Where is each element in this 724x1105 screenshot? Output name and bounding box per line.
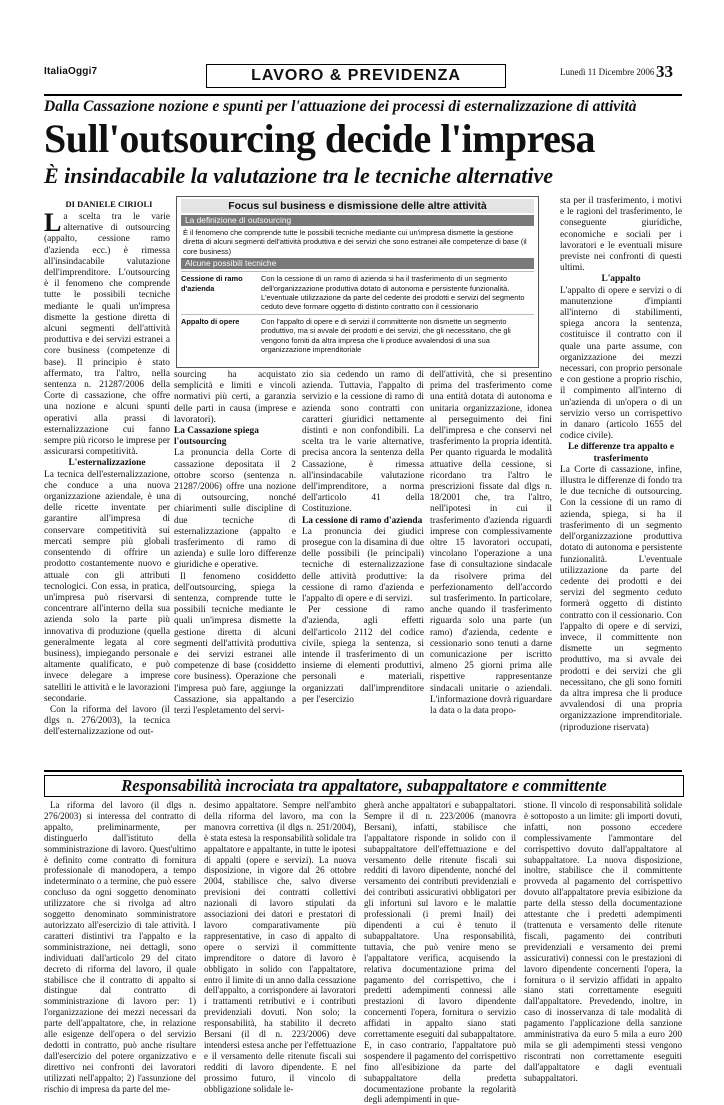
lower-column-4-text: stione. Il vincolo di responsabilità solidale è sottoposto a un limite: gli importi dovuti, infatti, non possono eccedere complessivamente l'ammontare del corrispettivo dovuto dall'appaltatore al subappaltatore. La nuova disposizione, inoltre, stabilisce che il committente provveda al pagamento del corrispettivo dovuto all'appaltatore previa esibizione da parte della stesso della documentazione attestante che i predetti adempimenti (trattenuta e versamento delle ritenute fiscali, pagamento dei contributi previdenziali e versamento dei premi assicurativi) connessi con le prestazioni di lavoro dipendente concernenti l'opera, la fornitura o il servizio affidati in appalto siano stati correttamente eseguiti dall'appaltatore. Prevedendo, inoltre, in caso di inosservanza di tale modalità di pagamento l'applicazione della sanzione amministrativa da euro 5 mila a euro 200 mila se gli adempimenti stessi vengono riscontrati non correttamente eseguiti dall'appaltatore e dagli eventuali subappaltatori.: [524, 800, 682, 1083]
technique-row: [181, 314, 534, 355]
subheading-cassazione: La Cassazione spiega l'outsourcing: [174, 426, 259, 448]
column-2-text-3: Il fenomeno cosiddetto dell'outsourcing, spiega la sentenza, comprende tutte le possibili tecniche mediante le quali un'impresa dismette la gestione diretta di alcuni segmenti dell'attività produttiva e dei servizi estranei alle competenze di base (cosiddetto core business). Operazione che l'impresa può fare, aggiunge la Cassazione, sia appaltando a terzi l'espletamento del servi-: [174, 571, 296, 717]
article-kicker: Dalla Cassazione nozione e spunti per l'attuazione dei processi di esternalizzazione di attività: [44, 98, 637, 115]
subheading-differenze: Le differenze tra appalto e trasferimento: [567, 442, 675, 464]
article-byline: DI DANIELE CIRIOLI: [65, 199, 153, 209]
subheading-cessione: La cessione di ramo d'azienda: [302, 515, 423, 526]
column-4-text: dell'attività, che si presentino prima del trasferimento come una entità dotata di autonoma e unitaria organizzazione, idonea al perseguimento dei fini dell'impresa e che conservi nel trasferimento la propria identità. Per quanto riguarda le modalità attuative della cessione, si ricordano tra l'altro le prescrizioni fissate dal dlgs n. 18/2001 che, tra l'altro, nell'ipotesi in cui il trasferimento d'azienda riguardi imprese con complessivamente oltre 15 lavoratori occupati, vincolano l'operazione a una fase di consultazione sindacale da risolvere prima del perfezionamento dell'accordo sul trasferimento. In particolare, anche quando il trasferimento riguarda solo una parte (un ramo) d'azienda, cedente e cessionario sono tenuti a darne comunicazione per iscritto almeno 25 giorni prima alle rispettive rappresentanze sindacali unitarie o aziendali. L'informazione dovrà riguardare la data o la data propo-: [430, 370, 552, 717]
column-1-text-2: La tecnica dell'esternalizzazione, che conduce a una nuova organizzazione aziendale, è una delle ricette inventate per garantire all'impresa di conservare competitività sui mercati sempre più globali consentendo di offrire un prodotto costantemente nuovo e attuale con gli attributi tecnologici. Con essa, in pratica, un'impresa può riservarsi di concentrare all'interno della sua azienda solo la parte più innovativa di produzione (quella generalmente legata al core business), impiegando personale altamente qualificato, e può invece delegare a imprese satelliti le attività e le lavorazioni secondarie.: [44, 469, 170, 704]
publication-logo: ItaliaOggi7: [44, 66, 98, 77]
column-3-text: zio sia cedendo un ramo di azienda. Tuttavia, l'appalto di servizio e la cessione di ramo di azienda sono contratti con caratteri giuridici nettamente distinti e non confondibili. La scelta tra le varie alternative, precisa ancora la sentenza della Cassazione, è rimessa all'insindacabile valutazione dell'imprenditore, a norma dell'articolo 41 della Costituzione.: [302, 370, 424, 515]
column-2-text: sourcing ha acquistato semplicità e limiti e vincoli normativi più certi, a garanzia delle parti in causa (imprese e lavoratori).: [174, 370, 296, 425]
lower-article-column-4: [524, 800, 682, 1083]
technique-label: Appalto di opere: [181, 316, 240, 326]
focus-box: [176, 196, 539, 368]
techniques-band: Alcune possibili tecniche: [181, 258, 534, 269]
column-5-text-3: La Corte di cassazione, infine, illustra le differenze di fondo tra le due tecniche di outsourcing. Con la cessione di un ramo di azienda, spiega, si ha il trasferimento di un segmento dell'organizzazione produttiva dotato di autonoma e persistente funzionalità. L'eventuale utilizzazione da parte del cedente dei prodotti e dei servizi del segmento ceduto formerà oggetto di distinto contratto con il cessionario. Con l'appalto di opere e di servizi, invece, il committente non dismette un segmento produttivo, ma si avvale dei prodotti e dei servizi che gli necessitano, che gli sono forniti da altra impresa che li produce avvalendosi di una propria organizzazione imprenditoriale. (riproduzione riservata): [560, 464, 682, 733]
column-5-text: sta per il trasferimento, i motivi e le ragioni del trasferimento, le conseguente giuridiche, economiche e sociali per i lavoratori e le eventuali misure previste nei confronti di questi ultimi.: [560, 196, 682, 274]
column-1-text: a scelta tra le varie alternative di outsourcing (appalto, cessione ramo d'azienda ecc.) è rimessa all'insindacabile valutazione dell'imprenditore. L'outsourcing è il fenomeno che comprende tutte le possibili tecniche mediante le quali un'impresa dismette la gestione diretta di alcuni segmenti dell'attività produttiva e dei servizi estranei a core business (competenze di base). Il principio è stato affermato, tra l'altro, nella sentenza n. 21287/2006 della Corte di cassazione, che offre una nozione e alcuni spunti operativi alla prassi di esternalizzazione cui fanno sempre più ricorso le imprese per assicurarsi competitività.: [44, 212, 170, 458]
lower-article-column-2: [204, 800, 356, 1094]
focus-box-title: Focus sul business e dismissione delle altre attività: [181, 199, 534, 213]
lower-column-1-text: La riforma del lavoro (il dlgs n. 276/2003) si interessa del contratto di appalto, preliminarmente, per distinguerlo dall'istituto della somministrazione di lavoro. Quest'ultimo è definito come contratto di fornitura professionale di manodopera, a tempo indeterminato o a termine, che può essere concluso da ogni soggetto denominato utilizzatore che si rivolga ad altro soggetto denominato somministratore autorizzato all'esercizio di tale attività. I caratteri distintivi tra l'appalto e la somministrazione, nei dettagli, sono individuati dall'articolo 29 del citato decreto di riforma del lavoro, il quale stabilisce che il contratto di appalto si distingue dal contratto di somministrazione di lavoro per: 1) l'organizzazione dei mezzi necessari da parte dell'appaltatore, che, in relazione alle esigenze dell'opera o del servizio dedotti in contratto, può anche risultare dall'esercizio del potere organizzativo e direttivo nei confronti dei lavoratori utilizzati nell'appalto; 2) l'assunzione del rischio di impresa da parte del me-: [44, 800, 196, 1094]
technique-label: Cessione di ramo d'azienda: [181, 274, 243, 293]
column-3-text-2: La pronuncia dei giudici prosegue con la disamina di due delle possibili (le principali) tecniche di esternalizzazione delle attività produttive: la cessione di ramo d'azienda e l'appalto di opere e di servizi.: [302, 526, 424, 605]
article-headline: Sull'outsourcing decide l'impresa: [44, 116, 595, 161]
drop-cap: L: [44, 208, 62, 237]
header-rule: [44, 94, 682, 96]
column-2-text-2: La pronuncia della Corte di cassazione depositata il 2 ottobre scorso (sentenza n. 21287/2006) offre una nozione di outsourcing, nonché chiarimenti sulle discipline di due tecniche di esternalizzazione (appalto e trasferimento di ramo di azienda) e sulle loro differenze giuridiche e operative.: [174, 448, 296, 571]
lower-article-headline: Responsabilità incrociata tra appaltatore, subappaltatore e committente: [44, 775, 684, 797]
technique-text: Con la cessione di un ramo di azienda si ha il trasferimento di un segmento dell'organizzazione produttiva dotato di autonoma e persistente funzionalità. L'eventuale utilizzazione da parte del cedente dei prodotti e servizi del segmento ceduto deve formare oggetto di distinto contratto con il cessionario: [261, 274, 525, 312]
section-title: LAVORO & PREVIDENZA: [206, 64, 506, 88]
column-5-text-2: L'appalto di opere e servizi o di manutenzione d'impianti all'interno di stabilimenti, spiega ancora la sentenza, costituisce il contratto con il quale una parte assume, con organizzazione dei mezzi necessari, con proprio personale e con gestione a proprio rischio, il compimento all'interno di un'azienda di un'opera o di un servizio verso un corrispettivo in danaro (articolo 1655 del codice civile).: [560, 285, 682, 442]
lower-article-column-3: [364, 800, 516, 1105]
technique-text: Con l'appalto di opere e di servizi il committente non dismette un segmento produttivo, ma si avvale dei prodotti e dei servizi, che gli necessitano, che gli vengono forniti da altra impresa che li produce avvalendosi di una sua organizzazione imprenditoriale: [261, 316, 511, 355]
technique-row: [181, 271, 534, 312]
article-subhead: È insindacabile la valutazione tra le tecniche alternative: [44, 163, 554, 188]
column-3-text-3: Per cessione di ramo d'azienda, agli effetti dell'articolo 2112 del codice civile, spiega la sentenza, si intende il trasferimento di un insieme di elementi produttivi, personali e materiali, organizzati dall'imprenditore per l'esercizio: [302, 605, 424, 705]
definition-text: È il fenomeno che comprende tutte le possibili tecniche mediante cui un'impresa dismette la gestione diretta di alcuni segmenti dell'attività produttiva e dei servizi che sono estranei alle competenze di base (il core business): [183, 228, 527, 256]
article-column-5: [560, 196, 682, 764]
lower-column-2-text: desimo appaltatore. Sempre nell'ambito della riforma del lavoro, ma con la manovra correttiva (il dlgs n. 251/2004), è stata estesa la responsabilità solidale tra appaltatore e appaltante, in tutte le ipotesi di appalti (opere e servizi). La nuova disposizione, in vigore dal 26 ottobre 2004, stabilisce che, salvo diverse previsioni dei contratti collettivi nazionali di lavoro stipulati da associazioni dei datori e prestatori di lavoro comparativamente più rappresentative, in caso di appalto di opere o servizi il committente imprenditore o datore di lavoro è obbligato in solido con l'appaltatore, entro il limite di un anno dalla cessazione dell'appalto, a corrispondere ai lavoratori i trattamenti retributivi e i contributi previdenziali dovuti. Non solo; la responsabilità, ha stabilito il decreto Bersani (il dl n. 223/2006) deve intendersi estesa anche per l'effettuazione e il versamento delle ritenute fiscali sui redditi di lavoro dipendente. E nel prossimo futuro, il vincolo di obbligazione solidale le-: [204, 800, 356, 1094]
column-1-text-3: Con la riforma del lavoro (il dlgs n. 276/2003), la tecnica dell'esternalizzazione od out-: [44, 704, 170, 738]
lower-article-rule: [44, 770, 682, 772]
subheading-appalto: L'appalto: [601, 274, 641, 285]
lower-column-3-text: gherà anche appaltatori e subappaltatori. Sempre il dl n. 223/2006 (manovra Bersani), infatti, stabilisce che l'appaltatore risponde in solido con il subappaltatore dell'effettuazione e del versamento delle ritenute fiscali sui redditi di lavoro dipendente, nonché del versamento dei contributi previdenziali e dei contributi assicurativi obbligatori per gli infortuni sul lavoro e le malattie professionali (i premi Inail) dei dipendenti a cui è tenuto il subappaltatore. Una responsabilità, tuttavia, che può venire meno se l'appaltatore verifica, acquisendo la relativa documentazione prima del pagamento del corrispettivo, che i predetti adempimenti connessi alle prestazioni di lavoro dipendente concernenti l'opera, fornitura o servizio affidati in appalto siano stati correttamente eseguiti dal subappaltatore. E, in caso contrario, l'appaltatore può sospendere il pagamento del corrispettivo fino all'esibizione da parte del subappaltatore della predetta documentazione probante la regolarità degli adempimenti in que-: [364, 800, 516, 1105]
lower-article-column-1: [44, 800, 196, 1094]
article-column-2: [174, 370, 296, 764]
issue-date: Lunedì 11 Dicembre 2006: [560, 67, 655, 77]
article-column-4: [430, 370, 552, 764]
article-column-3: [302, 370, 424, 764]
article-column-1: [44, 208, 170, 764]
subheading-esternalizzazione: L'esternalizzazione: [68, 458, 146, 469]
definition-band: La definizione di outsourcing: [181, 215, 534, 226]
page-number: 33: [656, 62, 673, 81]
